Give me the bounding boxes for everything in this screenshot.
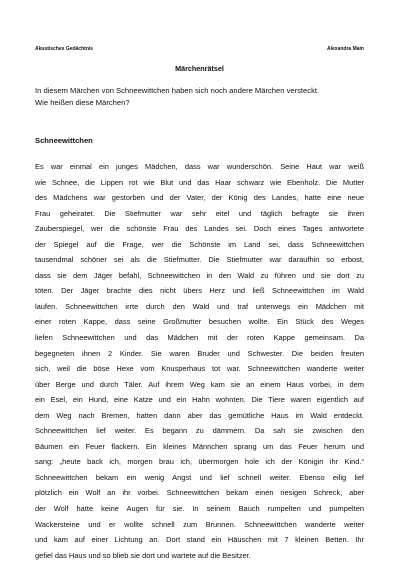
story-line: und kam auf einer Lichtung an. Dort stand ein Häuschen mit 7 kleinen Betten. Ihr: [35, 535, 364, 545]
story-line: dem Weg nach Bremen, hatten dann aber das gemütliche Haus im Wald entdeckt.: [35, 410, 364, 420]
intro-line: Wie heißen diese Märchen?: [35, 97, 130, 107]
story-line: Frau geheiratet. Die Stiefmutter war sehr eitel und täglich befragte sie ihren: [35, 208, 364, 218]
intro-line: In diesem Märchen von Schneewittchen haben sich noch andere Märchen versteckt.: [35, 86, 320, 95]
story-line: laufen. Schneewittchen irrte durch den Wald und traf unterwegs ein Mädchen mit: [35, 301, 364, 311]
story-line: der Spiegel auf die Frage, wer die Schönste im Land sei, dass Schneewittchen: [35, 239, 364, 249]
section-heading: Schneewittchen: [35, 136, 93, 145]
story-line: der Wolf hatte keine Augen für sie. In seinem Bauch rumpelten und pumpelten: [35, 504, 364, 514]
story-line: ein Esel, ein Hund, eine Katze und ein Hahn wohnten. Die Tiere waren eigentlich auf: [35, 395, 364, 405]
story-line: des Mädchens war gestorben und der Vater, der König des Landes, hatte eine neue: [35, 193, 364, 203]
story-line: sich, weil die böse Hexe vom Knusperhaus tot war. Schneewittchen wanderte weiter: [35, 364, 364, 374]
story-line: tausendmal schöner sei als die Stiefmutter. Die Stiefmutter war daraufhin so erbost,: [35, 255, 364, 265]
story-line: Schneewittchen lief weiter. Es begann zu dämmern. Da sah sie zwischen den: [35, 426, 364, 436]
story-line: dass sie dem Jäger befahl, Schneewittchen in den Wald zu führen und sie dort zu: [35, 270, 364, 280]
story-line: Schneewittchen bekam ein wenig Angst und lief schnell weiter. Ebenso eilig lief: [35, 472, 364, 482]
header-author: Alexandra Main: [327, 46, 364, 52]
story-line: Wackersteine und er wollte schnell zum Brunnen. Schneewittchen wanderte weiter: [35, 519, 364, 529]
intro-paragraph: [35, 85, 364, 108]
document-title: Märchenrätsel: [175, 64, 224, 73]
story-line: über Berge und durch Täler. Auf ihrem Weg kam sie an einem Haus vorbei, in dem: [35, 379, 364, 389]
story-line: begegneten ihnen 2 Kinder. Sie waren Bruder und Schwester. Die beiden freuten: [35, 348, 364, 358]
story-line: wie Schnee, die Lippen rot wie Blut und das Haar schwarz wie Ebenholz. Die Mutter: [35, 177, 364, 187]
story-paragraph: [35, 159, 364, 563]
story-line: plötzlich ein Wolf an ihr vorbei. Schneewittchen bekam einen riesigen Schreck, aber: [35, 488, 364, 498]
story-line: liefen Schneewittchen und das Mädchen mit der roten Kappe gemeinsam. Da: [35, 333, 364, 343]
story-line: einer roten Kappe, dass seine Großmutter besuchen wollte. Ein Stück des Weges: [35, 317, 364, 327]
page-header: [35, 46, 364, 52]
story-line: töten. Der Jäger brachte dies nicht übers Herz und ließ Schneewittchen im Wald: [35, 286, 364, 296]
story-line: Bäumen ein Feuer flackern. Ein kleines Männchen sprang um das Feuer herum und: [35, 441, 364, 451]
story-line: gefiel das Haus und so blieb sie dort und wartete auf die Besitzer.: [35, 550, 251, 560]
header-subject: Akustisches Gedächtnis: [35, 46, 94, 52]
story-line: Zauberspiegel, wer die schönste Frau des Landes sei. Doch eines Tages antwortete: [35, 224, 364, 234]
story-line: sang: „heute back ich, morgen brau ich, übermorgen hole ich der Königin ihr Kind.“: [35, 457, 364, 467]
story-line: Es war einmal ein junges Mädchen, dass war wunderschön. Seine Haut war weiß: [35, 162, 364, 171]
